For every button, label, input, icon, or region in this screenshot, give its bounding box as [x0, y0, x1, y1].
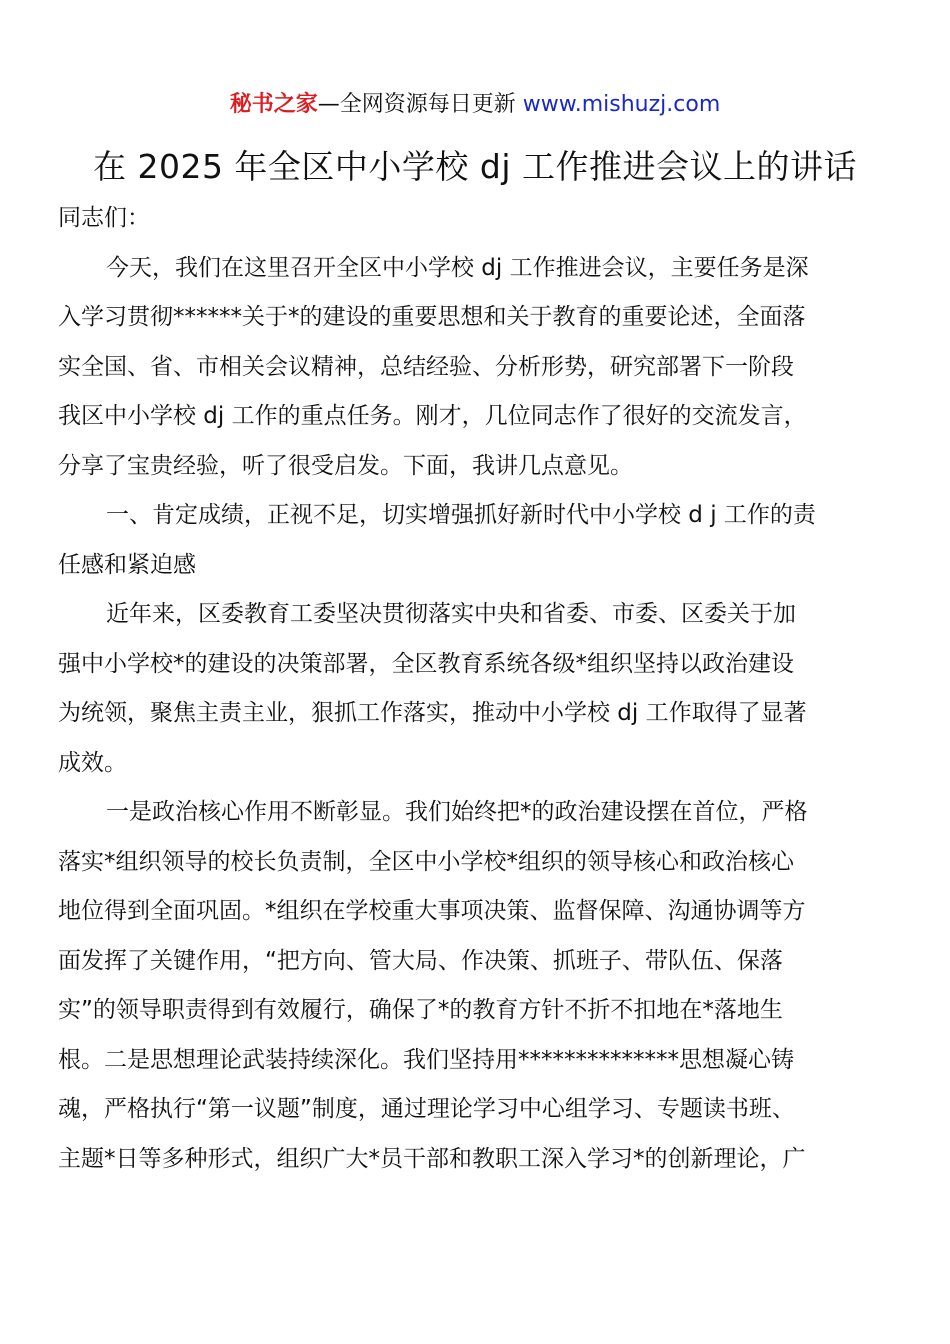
text-line: 一是政治核心作用不断彰显。我们始终把*的政治建设摆在首位，严格	[106, 799, 808, 825]
brand-name: 秘书之家	[229, 92, 318, 117]
text-line: 为统领，聚焦主责主业，狠抓工作落实，推动中小学校 dj 工作取得了显著	[58, 700, 807, 726]
text-line: 地位得到全面巩固。*组织在学校重大事项决策、监督保障、沟通协调等方	[58, 898, 806, 924]
text-line: 实全国、省、市相关会议精神，总结经验、分析形势，研究部署下一阶段	[58, 353, 794, 380]
text-line: 实”的领导职责得到有效履行，确保了*的教育方针不折不扣地在*落地生	[58, 997, 783, 1023]
text-line: 分享了宝贵经验，听了很受启发。下面，我讲几点意见。	[58, 452, 633, 479]
text-line: 近年来，区委教育工委坚决贯彻落实中央和省委、市委、区委关于加	[106, 601, 796, 627]
salutation: 同志们：	[58, 205, 150, 231]
site-url-link[interactable]: www.mishuzj.com	[522, 92, 721, 117]
document-title: 在 2025 年全区中小学校 dj 工作推进会议上的讲话	[92, 147, 858, 186]
text-line: 我区中小学校 dj 工作的重点任务。刚才，几位同志作了很好的交流发言，	[58, 403, 807, 429]
section-heading-line: 任感和紧迫感	[58, 551, 196, 578]
text-line: 落实*组织领导的校长负责制，全区中小学校*组织的领导核心和政治核心	[58, 848, 794, 875]
text-line: 魂，严格执行“第一议题”制度，通过理论学习中心组学习、专题读书班、	[58, 1096, 795, 1122]
header-tagline: —全网资源每日更新	[317, 92, 523, 117]
site-header	[0, 88, 950, 122]
text-line: 根。二是思想理论武装持续深化。我们坚持用**************思想凝心铸	[58, 1046, 794, 1073]
text-line: 面发挥了关键作用，“把方向、管大局、作决策、抓班子、带队伍、保落	[58, 947, 783, 974]
text-line: 主题*日等多种形式，组织广大*员干部和教职工深入学习*的创新理论，广	[58, 1145, 806, 1172]
text-line: 强中小学校*的建设的决策部署，全区教育系统各级*组织坚持以政治建设	[58, 650, 794, 677]
text-line: 成效。	[58, 749, 127, 776]
document-body	[58, 194, 892, 1184]
text-line: 入学习贯彻******关于*的建设的重要思想和关于教育的重要论述，全面落	[58, 304, 806, 330]
text-line: 今天，我们在这里召开全区中小学校 dj 工作推进会议，主要任务是深	[106, 254, 809, 281]
section-heading-line: 一、肯定成绩，正视不足，切实增强抓好新时代中小学校 d j 工作的责	[106, 502, 816, 528]
